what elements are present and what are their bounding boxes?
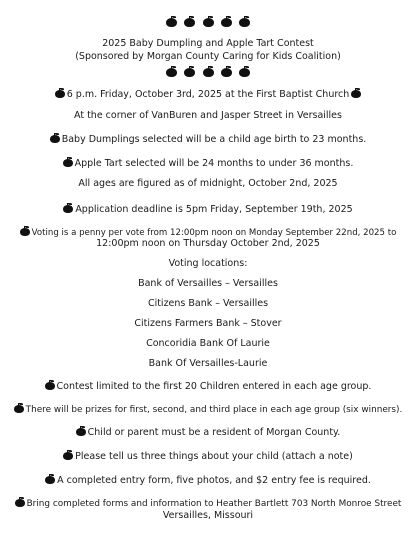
apple-icon [76, 426, 86, 436]
contest-sponsor: (Sponsored by Morgan County Caring for Kids Coalition) [75, 51, 341, 62]
submit-text-2: Versailles, Missouri [162, 510, 254, 521]
about-text: Please tell us three things about your child (attach a note) [75, 451, 353, 462]
voting-text-1: Voting is a penny per vote from 12:00pm noon on Monday September 22nd, 2025 to [31, 228, 397, 238]
event-line [0, 88, 416, 101]
voting-locations-heading: Voting locations: [168, 258, 248, 269]
apple-icon [20, 226, 30, 236]
apple-icon [184, 66, 195, 77]
apple-icon [45, 474, 55, 484]
apple-icon [50, 133, 60, 143]
voting-location-item: Concoridia Bank Of Laurie [146, 338, 270, 349]
about-line [0, 450, 416, 463]
submit-text-1: Bring completed forms and information to Heather Bartlett 703 North Monroe Street [26, 499, 402, 509]
apple-icon [63, 203, 73, 213]
apple-icon [63, 450, 73, 460]
apple-icon [239, 66, 250, 77]
apple-icon [221, 66, 232, 77]
apple-icon [63, 157, 73, 167]
tart-text: Apple Tart selected will be 24 months to under 36 months. [74, 158, 354, 169]
dumplings-text: Baby Dumplings selected will be a child age birth to 23 months. [61, 134, 367, 145]
voting-location-item: Bank Of Versailles-Laurie [148, 358, 268, 369]
entry-line [0, 474, 416, 487]
apple-icon [166, 66, 177, 77]
sponsor-apple-row [0, 66, 416, 77]
apple-icon [166, 16, 177, 27]
voting-location-item: Citizens Farmers Bank – Stover [134, 318, 282, 329]
residency-text: Child or parent must be a resident of Morgan County. [87, 427, 341, 438]
ages-text: All ages are figured as of midnight, October 2nd, 2025 [78, 178, 338, 189]
tart-line [0, 157, 416, 170]
prizes-text: There will be prizes for first, second, and third place in each age group (six winners). [25, 405, 403, 415]
apple-icon [45, 380, 55, 390]
apple-icon [351, 88, 361, 98]
apple-icon [55, 88, 65, 98]
apple-icon [203, 66, 214, 77]
apple-icon [239, 16, 250, 27]
contest-title: 2025 Baby Dumpling and Apple Tart Contest [102, 38, 314, 49]
limit-text: Contest limited to the first 20 Children entered in each age group. [56, 381, 372, 392]
limit-line [0, 380, 416, 393]
apple-icon [203, 16, 214, 27]
apple-icon [184, 16, 195, 27]
top-apple-row [0, 16, 416, 27]
apple-icon [14, 403, 24, 413]
entry-text: A completed entry form, five photos, and $2 entry fee is required. [57, 475, 371, 486]
apple-icon [15, 497, 25, 507]
prizes-line [0, 403, 416, 416]
dumplings-line [0, 133, 416, 146]
deadline-text: Application deadline is 5pm Friday, September 19th, 2025 [75, 204, 353, 215]
voting-location-item: Citizens Bank – Versailles [147, 298, 269, 309]
voting-text-2: 12:00pm noon on Thursday October 2nd, 2025 [96, 238, 320, 249]
apple-icon [221, 16, 232, 27]
residency-line [0, 426, 416, 439]
location-text: At the corner of VanBuren and Jasper Street in Versailles [74, 110, 342, 121]
deadline-line [0, 203, 416, 216]
event-text: 6 p.m. Friday, October 3rd, 2025 at the First Baptist Church [66, 89, 350, 100]
voting-location-item: Bank of Versailles – Versailles [138, 278, 278, 289]
submit-line [0, 497, 416, 510]
